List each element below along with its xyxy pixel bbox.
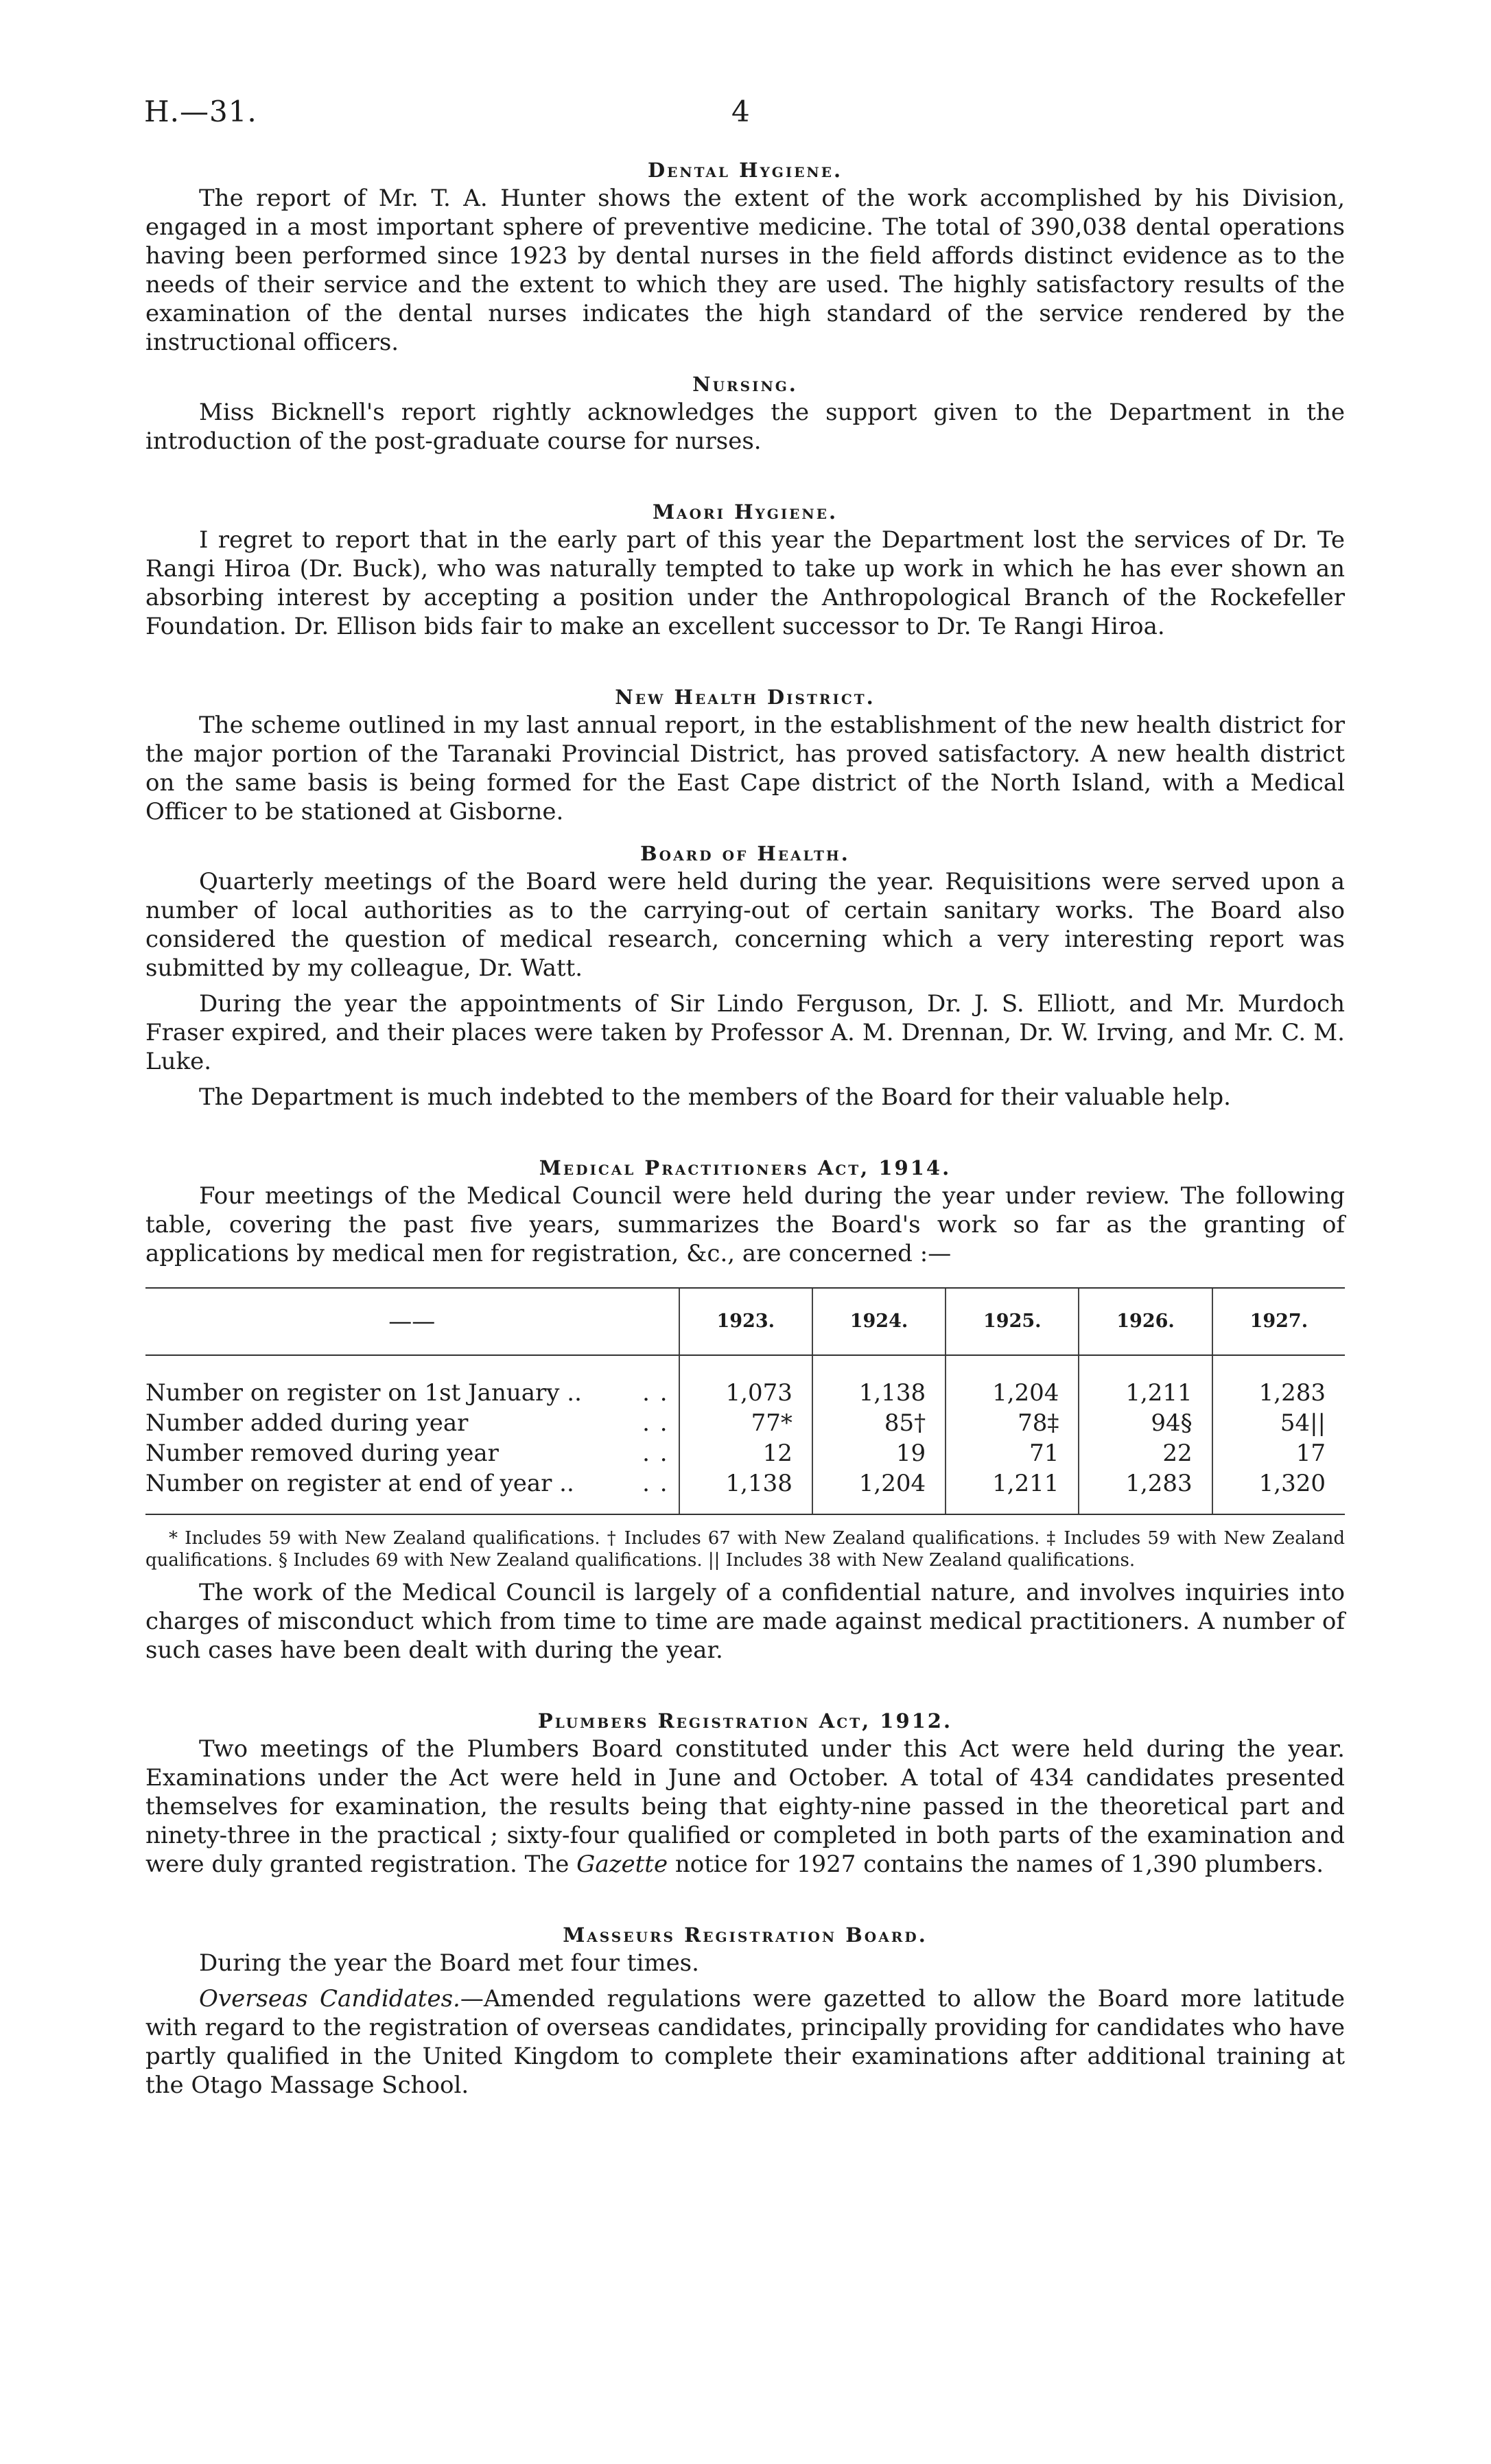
section-heading-plumbers: Plumbers Registration Act, 1912. [537,1709,953,1733]
section-heading-medical: Medical Practitioners Act, 1914. [539,1156,952,1180]
table-cell: 1,073 [679,1355,812,1408]
table-cell: 22 [1079,1438,1212,1468]
leader-dots: . . [642,1440,669,1467]
row-label: Number on register at end of year .. [145,1470,574,1497]
overseas-candidates-label: Overseas Candidates. [199,1985,460,2013]
paragraph-masseurs-2 [145,1984,1345,2100]
masseurs-text: —Amended regulations were gazetted to allow the Board more latitude with regard to the registration of overseas candidates, principally providing for candidates who have partly qualified in the United Kingdom to complete their examinations after additional training at the Otago Massage School. [145,1985,1345,2099]
table-row [145,1408,1345,1438]
year-header-1925: 1925. [946,1288,1079,1355]
gazette-title: Gazette [576,1851,668,1878]
table-cell: 77* [679,1408,812,1438]
year-header-1924: 1924. [812,1288,946,1355]
row-label: Number added during year [145,1409,469,1437]
table-corner-cell: —— [145,1288,679,1355]
table-cell: 17 [1212,1438,1345,1468]
table-footnote: * Includes 59 with New Zealand qualifications. † Includes 67 with New Zealand qualifications. ‡ Includes 59 with New Zealand qualifications. § Includes 69 with New Zealand qualifications. || Includes 38 with New Zealand qualifications. [145,1528,1345,1571]
table-cell: 1,283 [1079,1468,1212,1514]
row-label-cell [145,1438,679,1468]
table-cell: 1,138 [679,1468,812,1514]
paragraph-board-3: The Department is much indebted to the members of the Board for their valuable help. [199,1083,1231,1111]
medical-register-table [145,1287,1345,1515]
table-row [145,1438,1345,1468]
plumbers-text-a: Two meetings of the Plumbers Board constituted under this Act were held during the year. Examinations under the Act were held in June and October. A total of 434 candidates presented themselves for examination, the results being that eighty-nine passed in the theoretical part and ninety-three in the practical ; sixty-four qualified or completed in both parts of the examination and were duly granted registration. The [145,1735,1345,1878]
row-label: Number on register on 1st January .. [145,1379,582,1407]
section-heading-dental: Dental Hygiene. [647,159,843,182]
row-label-cell [145,1468,679,1514]
section-heading-maori: Maori Hygiene. [652,500,838,524]
year-header-1923: 1923. [679,1288,812,1355]
year-header-1926: 1926. [1079,1288,1212,1355]
table-row [145,1468,1345,1514]
section-heading-nursing: Nursing. [692,373,798,396]
document-reference: H.—31. [144,95,257,128]
section-heading-board: Board of Health. [640,842,850,865]
paragraph-maori: I regret to report that in the early part of this year the Department lost the services of Dr. Te Rangi Hiroa (Dr. Buck), who was naturally tempted to take up work in which he has ever shown an absorbing interest by accepting a position under the Anthropological Branch of the Rockefeller Foundation. Dr. Ellison bids fair to make an excellent successor to Dr. Te Rangi Hiroa. [145,526,1345,640]
table-cell: 1,204 [812,1468,946,1514]
paragraph-nursing: Miss Bicknell's report rightly acknowledges the support given to the Department in the introduction of the post-graduate course for nurses. [145,399,1345,455]
page-content [145,156,1345,2100]
paragraph-dental: The report of Mr. T. A. Hunter shows the extent of the work accomplished by his Division, engaged in a most important sphere of preventive medicine. The total of 390,038 dental operations having been performed since 1923 by dental nurses in the field affords distinct evidence as to the needs of their service and the extent to which they are used. The highly satisfactory results of the examination of the dental nurses indicates the high standard of the service rendered by the instructional officers. [145,185,1345,356]
table-cell: 1,138 [812,1355,946,1408]
table-header-row [145,1288,1345,1355]
table-row [145,1355,1345,1408]
paragraph-new-district: The scheme outlined in my last annual report, in the establishment of the new health district for the major portion of the Taranaki Provincial District, has proved satisfactory. A new health district on the same basis is being formed for the East Cape district of the North Island, with a Medical Officer to be stationed at Gisborne. [145,712,1345,825]
table-cell: 19 [812,1438,946,1468]
table-cell: 78‡ [946,1408,1079,1438]
year-header-1927: 1927. [1212,1288,1345,1355]
table-cell: 1,204 [946,1355,1079,1408]
page-number: 4 [731,95,750,128]
section-heading-masseurs: Masseurs Registration Board. [563,1923,928,1947]
table-cell: 1,211 [1079,1355,1212,1408]
table-cell: 1,283 [1212,1355,1345,1408]
table-cell: 94§ [1079,1408,1212,1438]
paragraph-board-2: During the year the appointments of Sir Lindo Ferguson, Dr. J. S. Elliott, and Mr. Murdoch Fraser expired, and their places were taken by Professor A. M. Drennan, Dr. W. Irving, and Mr. C. M. Luke. [145,990,1345,1075]
paragraph-masseurs-1: During the year the Board met four times. [199,1949,699,1977]
medical-register-table-wrapper [145,1287,1345,1571]
table-cell: 54|| [1212,1408,1345,1438]
table-cell: 85† [812,1408,946,1438]
table-cell: 1,320 [1212,1468,1345,1514]
row-label-cell [145,1355,679,1408]
plumbers-text-b: notice for 1927 contains the names of 1,390 plumbers. [668,1851,1324,1878]
paragraph-board-1: Quarterly meetings of the Board were held during the year. Requisitions were served upon a number of local authorities as to the carrying-out of certain sanitary works. The Board also considered the question of medical research, concerning which a very interesting report was submitted by my colleague, Dr. Watt. [145,868,1345,982]
leader-dots: . . [642,1409,669,1437]
section-heading-new-district: New Health District. [615,685,876,709]
paragraph-medical-1: Four meetings of the Medical Council were held during the year under review. The following table, covering the past five years, summarizes the Board's work so far as the granting of applications by medical men for registration, &c., are concerned :— [145,1182,1345,1267]
table-cell: 1,211 [946,1468,1079,1514]
table-cell: 12 [679,1438,812,1468]
paragraph-plumbers [145,1735,1345,1879]
row-label-cell [145,1408,679,1438]
table-cell: 71 [946,1438,1079,1468]
row-label: Number removed during year [145,1440,499,1467]
paragraph-medical-2: The work of the Medical Council is largely of a confidential nature, and involves inquiries into charges of misconduct which from time to time are made against medical practitioners. A number of such cases have been dealt with during the year. [145,1579,1345,1664]
leader-dots: . . [642,1379,669,1407]
leader-dots: . . [642,1470,669,1497]
